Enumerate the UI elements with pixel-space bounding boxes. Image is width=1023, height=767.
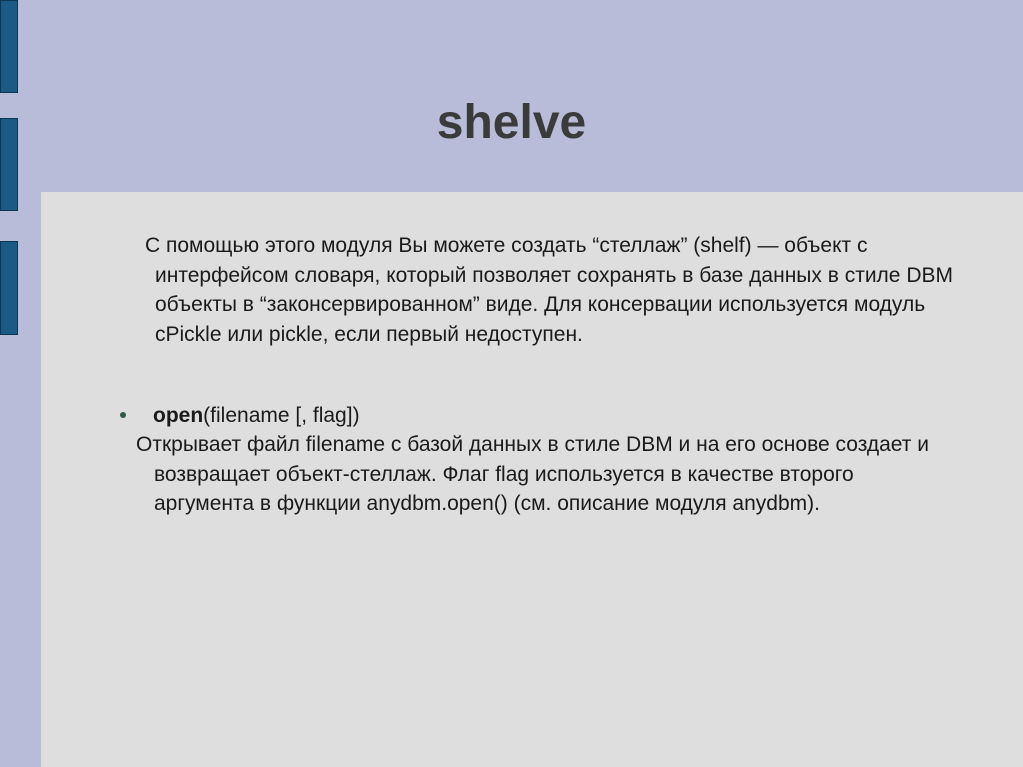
function-name: open bbox=[153, 404, 204, 427]
side-bar-decoration bbox=[0, 0, 18, 93]
intro-paragraph: С помощью этого модуля Вы можете создать “стеллаж” (shelf) — объект с интерфейсом словаря, который позволяет сохранять в базе данных в стиле DBM объекты в “законсервированном” виде. Для консервации используется модуль cPickle или pickle, если первый недоступен. bbox=[145, 234, 953, 346]
description-paragraph: Открывает файл filename с базой данных в стиле DBM и на его основе создает и возвращает объект-стеллаж. Флаг flag используется в качестве второго аргумента в функции anydbm.open() (см. описание модуля anydbm). bbox=[136, 433, 929, 515]
side-bar-decoration bbox=[0, 241, 18, 335]
function-signature: (filename [, flag]) bbox=[203, 404, 360, 427]
bullet-dot-icon bbox=[120, 412, 126, 418]
slide-title: shelve bbox=[436, 96, 587, 149]
content-panel bbox=[41, 192, 1023, 767]
bullet-text bbox=[153, 401, 360, 431]
